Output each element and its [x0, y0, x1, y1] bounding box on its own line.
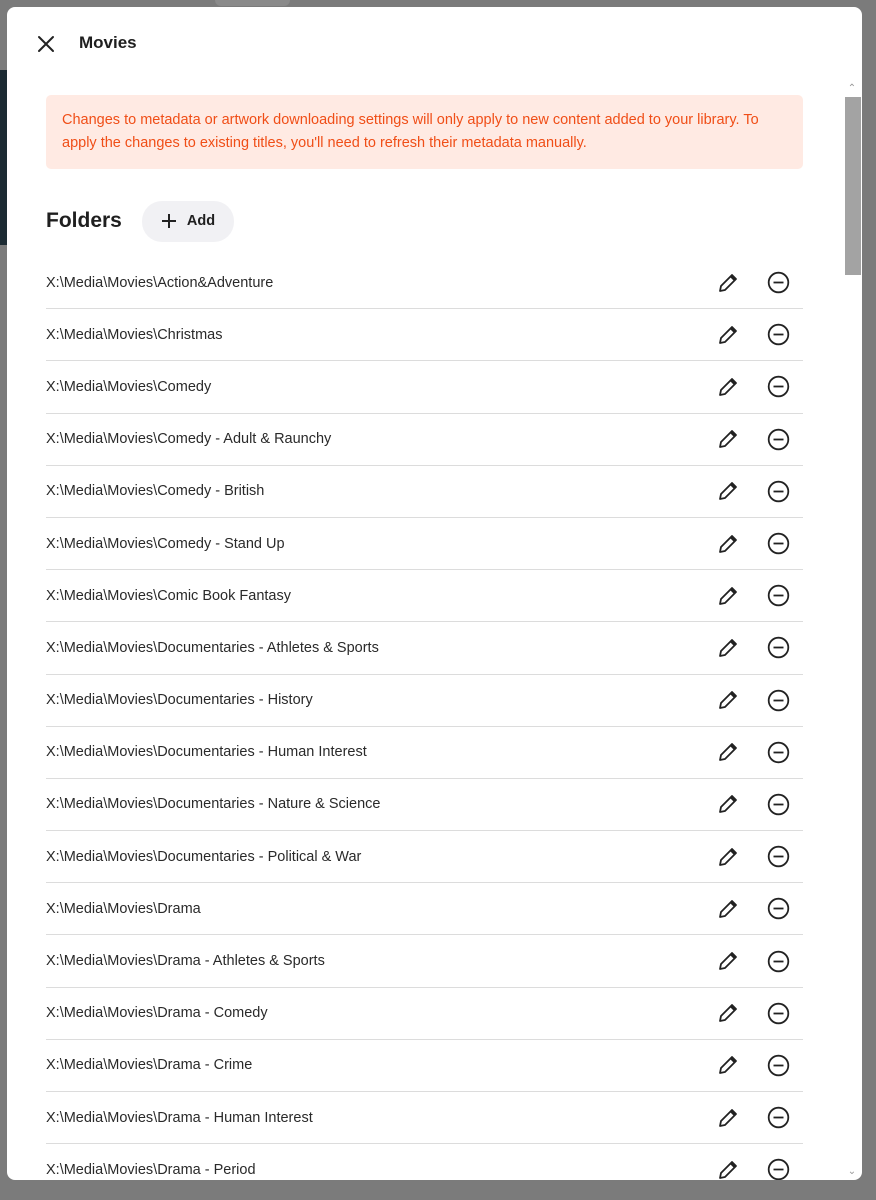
- minus-circle-icon: [767, 636, 790, 659]
- remove-folder-button[interactable]: [766, 792, 790, 816]
- library-settings-dialog: [7, 7, 862, 1180]
- remove-folder-button[interactable]: [766, 427, 790, 451]
- folder-path: X:\Media\Movies\Drama: [46, 900, 201, 917]
- scroll-up-icon[interactable]: ⌃: [847, 83, 857, 94]
- remove-folder-button[interactable]: [766, 636, 790, 660]
- folder-path: X:\Media\Movies\Drama - Human Interest: [46, 1109, 313, 1126]
- folder-row: [46, 466, 803, 518]
- folder-list: [46, 257, 803, 1180]
- folder-row: [46, 988, 803, 1040]
- pencil-icon: [717, 533, 739, 555]
- folder-path: X:\Media\Movies\Comedy: [46, 378, 212, 395]
- folder-row: [46, 727, 803, 779]
- pencil-icon: [717, 637, 739, 659]
- minus-circle-icon: [767, 793, 790, 816]
- add-folder-button[interactable]: [142, 201, 234, 242]
- pencil-icon: [717, 324, 739, 346]
- minus-circle-icon: [767, 271, 790, 294]
- pencil-icon: [717, 1107, 739, 1129]
- folder-row: [46, 518, 803, 570]
- folder-path: X:\Media\Movies\Drama - Crime: [46, 1057, 253, 1074]
- minus-circle-icon: [767, 1054, 790, 1077]
- folder-row: [46, 622, 803, 674]
- minus-circle-icon: [767, 480, 790, 503]
- minus-circle-icon: [767, 532, 790, 555]
- edit-folder-button[interactable]: [716, 1053, 740, 1077]
- pencil-icon: [717, 898, 739, 920]
- dialog-header: [7, 7, 862, 79]
- edit-folder-button[interactable]: [716, 845, 740, 869]
- edit-folder-button[interactable]: [716, 1158, 740, 1180]
- folder-row: [46, 831, 803, 883]
- edit-folder-button[interactable]: [716, 897, 740, 921]
- folder-path: X:\Media\Movies\Comedy - Adult & Raunchy: [46, 431, 332, 448]
- dialog-title: Movies: [79, 33, 137, 52]
- folder-row: [46, 1092, 803, 1144]
- pencil-icon: [717, 480, 739, 502]
- minus-circle-icon: [767, 428, 790, 451]
- folder-path: X:\Media\Movies\Documentaries - Human Interest: [46, 744, 367, 761]
- edit-folder-button[interactable]: [716, 323, 740, 347]
- pencil-icon: [717, 585, 739, 607]
- dialog-content: [46, 95, 803, 1180]
- folder-path: X:\Media\Movies\Drama - Comedy: [46, 1005, 268, 1022]
- scrollbar[interactable]: [842, 79, 862, 1180]
- pencil-icon: [717, 1159, 739, 1180]
- background-element: [215, 0, 290, 6]
- add-label: Add: [186, 213, 216, 229]
- edit-folder-button[interactable]: [716, 688, 740, 712]
- pencil-icon: [717, 741, 739, 763]
- minus-circle-icon: [767, 1158, 790, 1180]
- folders-header: [46, 201, 803, 241]
- scroll-down-icon[interactable]: ⌄: [847, 1166, 857, 1177]
- remove-folder-button[interactable]: [766, 688, 790, 712]
- folder-path: X:\Media\Movies\Comedy - British: [46, 483, 265, 500]
- remove-folder-button[interactable]: [766, 740, 790, 764]
- folder-path: X:\Media\Movies\Documentaries - Athletes & Sports: [46, 639, 379, 656]
- pencil-icon: [717, 376, 739, 398]
- folder-row: [46, 935, 803, 987]
- edit-folder-button[interactable]: [716, 740, 740, 764]
- folder-path: X:\Media\Movies\Drama - Period: [46, 1161, 256, 1178]
- edit-folder-button[interactable]: [716, 792, 740, 816]
- folder-row: [46, 1144, 803, 1180]
- folder-row: [46, 883, 803, 935]
- edit-folder-button[interactable]: [716, 1106, 740, 1130]
- warning-notice: Changes to metadata or artwork downloading settings will only apply to new content added to your library. To apply the changes to existing titles, you'll need to refresh their metadata manually.: [46, 95, 803, 169]
- pencil-icon: [717, 950, 739, 972]
- folder-path: X:\Media\Movies\Comic Book Fantasy: [46, 587, 291, 604]
- folder-path: X:\Media\Movies\Drama - Athletes & Sports: [46, 953, 325, 970]
- pencil-icon: [717, 689, 739, 711]
- remove-folder-button[interactable]: [766, 532, 790, 556]
- remove-folder-button[interactable]: [766, 323, 790, 347]
- minus-circle-icon: [767, 897, 790, 920]
- scrollbar-thumb[interactable]: [845, 97, 861, 275]
- folder-path: X:\Media\Movies\Comedy - Stand Up: [46, 535, 285, 552]
- edit-folder-button[interactable]: [716, 636, 740, 660]
- pencil-icon: [717, 272, 739, 294]
- remove-folder-button[interactable]: [766, 949, 790, 973]
- folder-path: X:\Media\Movies\Documentaries - History: [46, 692, 313, 709]
- folder-row: [46, 414, 803, 466]
- folder-row: [46, 309, 803, 361]
- folder-row: [46, 257, 803, 309]
- minus-circle-icon: [767, 584, 790, 607]
- close-icon: [35, 33, 57, 55]
- edit-folder-button[interactable]: [716, 584, 740, 608]
- edit-folder-button[interactable]: [716, 427, 740, 451]
- remove-folder-button[interactable]: [766, 845, 790, 869]
- minus-circle-icon: [767, 1002, 790, 1025]
- remove-folder-button[interactable]: [766, 584, 790, 608]
- minus-circle-icon: [767, 689, 790, 712]
- minus-circle-icon: [767, 741, 790, 764]
- edit-folder-button[interactable]: [716, 479, 740, 503]
- plus-icon: [161, 213, 177, 229]
- folder-row: [46, 570, 803, 622]
- folder-path: X:\Media\Movies\Action&Adventure: [46, 274, 274, 291]
- remove-folder-button[interactable]: [766, 375, 790, 399]
- pencil-icon: [717, 428, 739, 450]
- minus-circle-icon: [767, 845, 790, 868]
- pencil-icon: [717, 1054, 739, 1076]
- folder-row: [46, 779, 803, 831]
- remove-folder-button[interactable]: [766, 1053, 790, 1077]
- folder-row: [46, 1040, 803, 1092]
- folder-path: X:\Media\Movies\Christmas: [46, 326, 223, 343]
- minus-circle-icon: [767, 1106, 790, 1129]
- close-button[interactable]: [35, 33, 57, 55]
- pencil-icon: [717, 793, 739, 815]
- remove-folder-button[interactable]: [766, 897, 790, 921]
- folder-row: [46, 675, 803, 727]
- edit-folder-button[interactable]: [716, 375, 740, 399]
- edit-folder-button[interactable]: [716, 1001, 740, 1025]
- remove-folder-button[interactable]: [766, 1106, 790, 1130]
- pencil-icon: [717, 846, 739, 868]
- folder-path: X:\Media\Movies\Documentaries - Political & War: [46, 848, 362, 865]
- edit-folder-button[interactable]: [716, 949, 740, 973]
- remove-folder-button[interactable]: [766, 271, 790, 295]
- minus-circle-icon: [767, 375, 790, 398]
- minus-circle-icon: [767, 950, 790, 973]
- remove-folder-button[interactable]: [766, 479, 790, 503]
- minus-circle-icon: [767, 323, 790, 346]
- background-app: [0, 70, 7, 245]
- remove-folder-button[interactable]: [766, 1158, 790, 1180]
- edit-folder-button[interactable]: [716, 532, 740, 556]
- folder-row: [46, 361, 803, 413]
- pencil-icon: [717, 1002, 739, 1024]
- edit-folder-button[interactable]: [716, 271, 740, 295]
- folders-title: Folders: [46, 209, 122, 232]
- folder-path: X:\Media\Movies\Documentaries - Nature & Science: [46, 796, 381, 813]
- remove-folder-button[interactable]: [766, 1001, 790, 1025]
